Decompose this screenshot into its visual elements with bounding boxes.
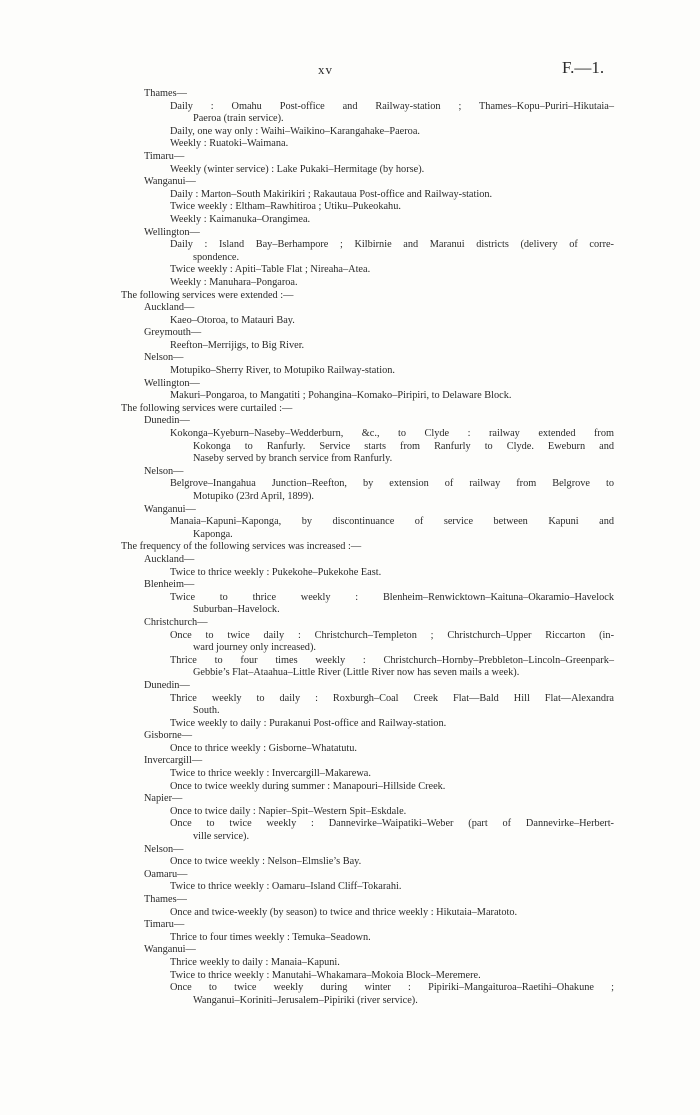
service-entry: Twice weekly to daily : Purakanui Post-office and Railway-station. <box>170 717 447 729</box>
service-entry: Once to twice daily : Napier–Spit–Western Spit–Eskdale. <box>170 805 407 817</box>
service-continuation: Wanganui–Koriniti–Jerusalem–Pipiriki (river service). <box>193 994 418 1006</box>
service-continuation: South. <box>193 705 220 717</box>
service-entry: Twice weekly : Apiti–Table Flat ; Nireaha–Atea. <box>170 264 371 276</box>
service-entry: Thrice weekly to daily : Manaia–Kapuni. <box>170 956 340 968</box>
district-heading: Invercargill— <box>144 755 203 767</box>
district-heading: Auckland— <box>144 302 195 314</box>
page-number: xv <box>318 62 333 77</box>
service-entry: Kokonga–Kyeburn–Naseby–Wedderburn, &c., to Clyde : railway extended from <box>170 428 614 440</box>
district-heading: Nelson— <box>144 843 184 855</box>
district-heading: Thames— <box>144 894 187 905</box>
district-heading: Napier— <box>144 793 183 805</box>
district-heading: Blenheim— <box>144 579 195 591</box>
service-entry: Motupiko–Sherry River, to Motupiko Railway-station. <box>170 365 395 377</box>
district-heading: Thames— <box>144 88 187 99</box>
service-continuation: Suburban–Havelock. <box>193 604 280 616</box>
service-entry: Twice to thrice weekly : Pukekohe–Pukekohe East. <box>170 566 382 578</box>
service-entry: Weekly : Kaimanuka–Orangimea. <box>170 213 311 225</box>
district-heading: Timaru— <box>144 919 185 931</box>
service-entry: Weekly (winter service) : Lake Pukaki–Hermitage (by horse). <box>170 163 425 175</box>
district-heading: Dunedin— <box>144 415 190 427</box>
section-heading: The following services were curtailed :— <box>121 402 293 414</box>
service-entry: Twice weekly : Eltham–Rawhitiroa ; Utiku–Pukeokahu. <box>170 201 401 213</box>
service-entry: Thrice to four times weekly : Temuka–Seadown. <box>170 931 371 943</box>
service-entry: Once to twice weekly : Dannevirke–Waipatiki–Weber (part of Dannevirke–Herbert- <box>170 818 614 830</box>
district-heading: Greymouth— <box>144 327 202 339</box>
service-entry: Manaia–Kapuni–Kaponga, by discontinuance of service between Kapuni and <box>170 516 614 528</box>
service-continuation: Naseby served by branch service from Ranfurly. <box>193 453 393 465</box>
service-entry: Once to twice weekly : Nelson–Elmslie’s Bay. <box>170 856 362 868</box>
district-heading: Wellington— <box>144 377 200 389</box>
service-entry: Daily : Island Bay–Berhampore ; Kilbirnie and Maranui districts (delivery of corre- <box>170 239 614 251</box>
service-entry: Twice to thrice weekly : Manutahi–Whakamara–Mokoia Block–Meremere. <box>170 969 481 981</box>
service-entry: Once to twice daily : Christchurch–Templeton ; Christchurch–Upper Riccarton (in- <box>170 629 614 641</box>
service-continuation: Gebbie’s Flat–Ataahua–Little River (Little River now has seven mails a week). <box>193 667 520 679</box>
service-entry: Twice to thrice weekly : Invercargill–Makarewa. <box>170 768 371 780</box>
service-continuation: Kokonga to Ranfurly. Service starts from Ranfurly to Clyde. Eweburn and <box>193 440 614 452</box>
district-heading: Wanganui— <box>144 176 196 188</box>
service-continuation: ward journey only increased). <box>193 642 316 654</box>
service-continuation: Kaponga. <box>193 528 233 540</box>
service-entry: Once and twice-weekly (by season) to twice and thrice weekly : Hikutaia–Maratoto. <box>170 906 518 918</box>
service-entry: Twice to thrice weekly : Blenheim–Renwicktown–Kaituna–Okaramio–Havelock <box>170 591 614 603</box>
service-entry: Daily, one way only : Waihi–Waikino–Karangahake–Paeroa. <box>170 125 420 137</box>
district-heading: Nelson— <box>144 465 184 477</box>
district-heading: Dunedin— <box>144 679 190 691</box>
district-heading: Nelson— <box>144 352 184 364</box>
district-heading: Wanganui— <box>144 503 196 515</box>
section-heading: The following services were extended :— <box>121 289 294 301</box>
service-entry: Makuri–Pongaroa, to Mangatiti ; Pohangina–Komako–Piripiri, to Delaware Block. <box>170 390 512 402</box>
service-entry: Daily : Marton–South Makirikiri ; Rakautaua Post-office and Railway-station. <box>170 188 493 200</box>
service-continuation: ville service). <box>193 831 250 843</box>
service-entry: Once to twice weekly during winter : Pipiriki–Mangaituroa–Raetihi–Ohakune ; <box>170 982 614 994</box>
service-entry: Belgrove–Inangahua Junction–Reefton, by extension of railway from Belgrove to <box>170 478 614 490</box>
service-entry: Reefton–Merrijigs, to Big River. <box>170 339 305 351</box>
document-reference: F.—1. <box>562 58 605 77</box>
service-entry: Twice to thrice weekly : Oamaru–Island Cliff–Tokarahi. <box>170 881 402 893</box>
district-heading: Wanganui— <box>144 944 196 956</box>
service-entry: Kaeo–Otoroa, to Matauri Bay. <box>170 314 295 326</box>
district-heading: Timaru— <box>144 150 185 162</box>
district-heading: Wellington— <box>144 226 200 238</box>
district-heading: Gisborne— <box>144 730 193 742</box>
service-entry: Weekly : Manuhara–Pongaroa. <box>170 276 298 288</box>
service-continuation: spondence. <box>193 251 240 263</box>
service-continuation: Paeroa (train service). <box>193 113 284 125</box>
section-heading: The frequency of the following services was increased :— <box>121 541 362 553</box>
service-entry: Thrice weekly to daily : Roxburgh–Coal Creek Flat—Bald Hill Flat—Alexandra <box>170 692 614 704</box>
district-heading: Auckland— <box>144 553 195 565</box>
district-heading: Oamaru— <box>144 868 188 880</box>
service-entry: Thrice to four times weekly : Christchurch–Hornby–Prebbleton–Lincoln–Greenpark– <box>170 654 614 666</box>
service-entry: Once to twice weekly during summer : Manapouri–Hillside Creek. <box>170 780 446 792</box>
service-entry: Daily : Omahu Post-office and Railway-station ; Thames–Kopu–Puriri–Hikutaia– <box>170 100 614 112</box>
service-entry: Weekly : Ruatoki–Waimana. <box>170 138 289 150</box>
district-heading: Christchurch— <box>144 616 208 628</box>
service-entry: Once to thrice weekly : Gisborne–Whatatutu. <box>170 742 357 754</box>
document-body <box>0 88 700 1007</box>
service-continuation: Motupiko (23rd April, 1899). <box>193 491 314 502</box>
